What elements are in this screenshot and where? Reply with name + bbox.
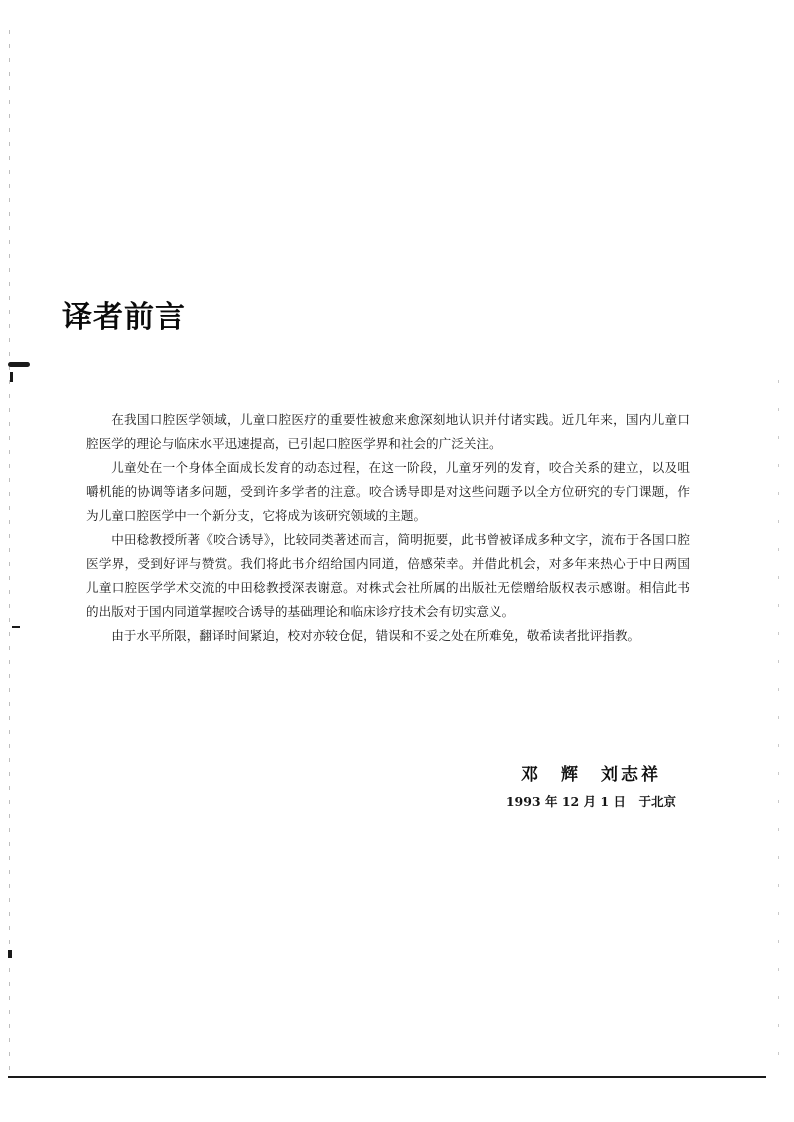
scan-edge-right — [778, 380, 779, 1080]
paragraph: 中田稔教授所著《咬合诱导》，比较同类著述而言，简明扼要，此书曾被译成多种文字，流布于各国口腔医学界，受到好评与赞赏。我们将此书介绍给国内同道，倍感荣幸。并借此机会，对多年来热心于中日两国儿童口腔医学学术交流的中田稔教授深表谢意。对株式会社所属的出版社无偿赠给版权表示感谢。相信此书的出版对于国内同道掌握咬合诱导的基础理论和临床诊疗技术会有切实意义。 — [86, 532, 690, 619]
scan-mark — [8, 362, 30, 367]
page-title: 译者前言 — [62, 300, 186, 335]
scan-mark — [10, 372, 13, 382]
paragraph: 在我国口腔医学领域，儿童口腔医疗的重要性被愈来愈深刻地认识并付诸实践。近几年来，国内儿童口腔医学的理论与临床水平迅速提高，已引起口腔医学界和社会的广泛关注。 — [86, 412, 690, 451]
translator-names: 邓 辉 刘志祥 — [521, 765, 661, 785]
bottom-rule — [8, 1076, 766, 1078]
scan-mark — [8, 950, 12, 958]
scan-mark — [12, 626, 20, 628]
paragraph: 由于水平所限，翻译时间紧迫，校对亦较仓促，错误和不妥之处在所难免，敬希读者批评指教。 — [111, 628, 641, 643]
preface-body — [86, 408, 690, 648]
scan-edge-left — [9, 30, 10, 1080]
signature-date: 1993 年 12 月 1 日 于北京 — [505, 794, 676, 809]
paragraph: 儿童处在一个身体全面成长发育的动态过程，在这一阶段，儿童牙列的发育，咬合关系的建立，以及咀嚼机能的协调等诸多问题，受到许多学者的注意。咬合诱导即是对这些问题予以全方位研究的专门课题，作为儿童口腔医学中一个新分支，它将成为该研究领域的主题。 — [86, 460, 690, 523]
